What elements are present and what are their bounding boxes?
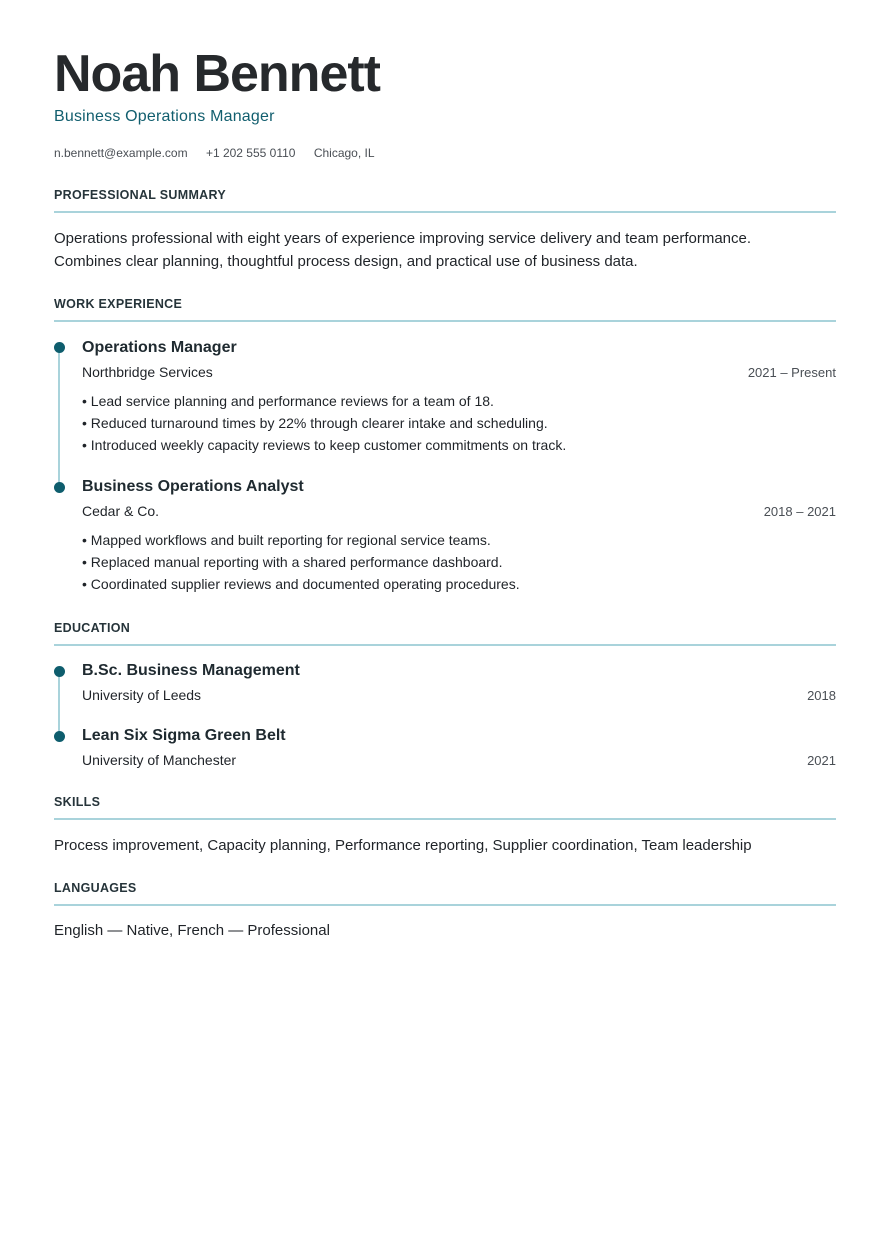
education-degree: Lean Six Sigma Green Belt	[82, 727, 286, 744]
job-dates: 2018 – 2021	[763, 504, 836, 519]
languages-heading: LANGUAGES	[54, 881, 836, 906]
summary-text	[54, 228, 836, 273]
timeline-dot	[54, 482, 65, 493]
job-bullets	[82, 529, 520, 595]
job-headline: Business Operations Manager	[54, 108, 275, 125]
job-bullet: • Coordinated supplier reviews and documented operating procedures.	[82, 576, 520, 592]
education-year: 2021	[807, 753, 836, 768]
summary-line: Combines clear planning, thoughtful process design, and practical use of business data.	[54, 252, 638, 270]
contact-location: Chicago, IL	[313, 146, 375, 160]
candidate-name: Noah Bennett	[54, 45, 380, 103]
contact-phone: +1 202 555 0110	[205, 146, 296, 160]
languages-text: English — Native, French — Professional	[54, 922, 330, 939]
job-bullet: • Mapped workflows and built reporting for regional service teams.	[82, 532, 491, 548]
job-bullets	[82, 390, 566, 456]
contact-row	[54, 146, 390, 160]
experience-heading: WORK EXPERIENCE	[54, 297, 836, 322]
timeline-dot	[54, 731, 65, 742]
job-title: Business Operations Analyst	[82, 478, 304, 495]
job-bullet: • Reduced turnaround times by 22% through clearer intake and scheduling.	[82, 415, 548, 431]
summary-heading: PROFESSIONAL SUMMARY	[54, 188, 836, 213]
timeline-connector	[58, 348, 60, 488]
timeline-dot	[54, 342, 65, 353]
timeline-connector	[58, 672, 60, 737]
education-degree: B.Sc. Business Management	[82, 662, 300, 679]
job-bullet: • Lead service planning and performance reviews for a team of 18.	[82, 393, 494, 409]
education-school: University of Leeds	[82, 687, 202, 703]
job-company: Cedar & Co.	[82, 503, 160, 519]
job-title: Operations Manager	[82, 339, 237, 356]
job-bullet: • Replaced manual reporting with a shared performance dashboard.	[82, 554, 503, 570]
contact-email: n.bennett@example.com	[54, 146, 188, 160]
job-company: Northbridge Services	[82, 364, 213, 380]
timeline-dot	[54, 666, 65, 677]
education-year: 2018	[807, 688, 836, 703]
summary-line: Operations professional with eight years of experience improving service delivery and team performance.	[54, 230, 752, 247]
skills-text: Process improvement, Capacity planning, Performance reporting, Supplier coordination, Team leadership	[54, 837, 752, 854]
skills-heading: SKILLS	[54, 795, 836, 820]
job-dates: 2021 – Present	[747, 365, 836, 380]
job-bullet: • Introduced weekly capacity reviews to keep customer commitments on track.	[82, 437, 567, 453]
education-heading: EDUCATION	[54, 621, 836, 646]
education-school: University of Manchester	[82, 752, 237, 768]
